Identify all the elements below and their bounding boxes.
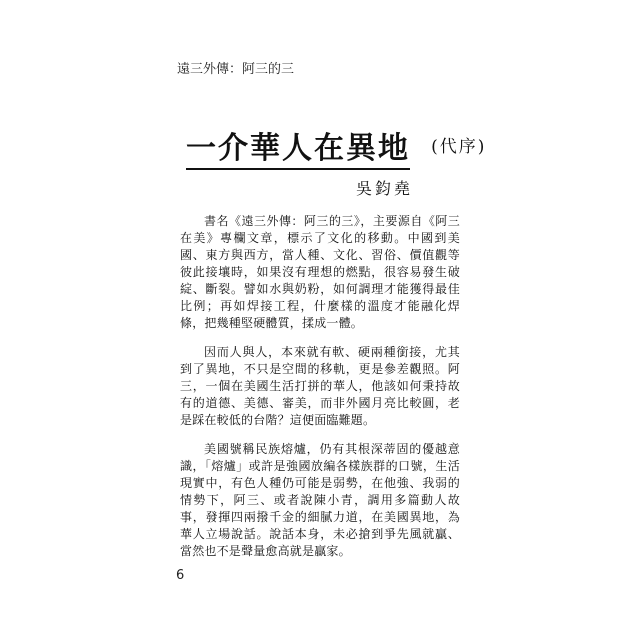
body-text: [180, 213, 460, 572]
page-title: 一介華人在異地: [186, 131, 410, 170]
author-name: 吳鈞堯: [356, 179, 414, 198]
paragraph-2: 因而人與人，本來就有軟、硬兩種銜接，尤其到了異地，不只是空間的移軌，更是參差觀照。阿三，一個在美國生活打拼的華人，他該如何秉持故有的道德、美德、審美，而非外國月亮比較圓，老是踩在較低的台階？這便面臨難題。: [180, 345, 460, 427]
title-row: [186, 131, 486, 170]
paragraph-3: 美國號稱民族熔爐，仍有其根深蒂固的優越意識，「熔爐」或許是強國放編各樣族群的口號，生活現實中，有色人種仍可能是弱勢，在他強、我弱的情勢下，阿三、或者說陳小青，調用多篇動人故事，發揮四兩撥千金的細膩力道，在美國異地，為華人立場說話。說話本身，未必搶到爭先風就贏、當然也不是聲量愈高就是贏家。: [180, 442, 460, 558]
page-number: 6: [176, 568, 185, 583]
running-head: 遠三外傳：阿三的三: [177, 62, 295, 77]
page-subtitle: (代序): [431, 137, 487, 157]
paragraph-1: 書名《遠三外傳：阿三的三》，主要源自《阿三在美》專欄文章，標示了文化的移動。中國到美國、東方與西方，當人種、文化、習俗、價值觀等彼此接壤時，如果沒有理想的燃點，很容易發生破綻、斷裂。譬如水與奶粉，如何調理才能獲得最佳比例；再如焊接工程，什麼樣的溫度才能融化焊條，把幾種堅硬體質，揉成一體。: [180, 214, 460, 330]
